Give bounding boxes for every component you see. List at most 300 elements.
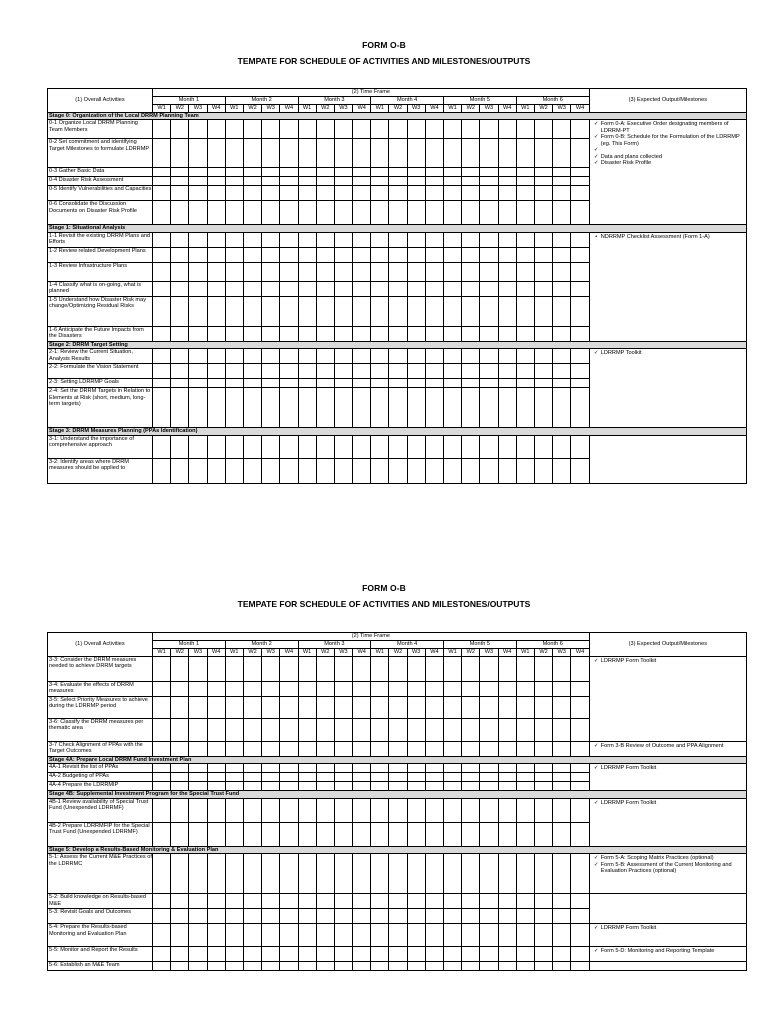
week-cell[interactable] [425, 326, 443, 341]
week-cell[interactable] [225, 201, 243, 225]
week-cell[interactable] [444, 388, 462, 428]
week-cell[interactable] [316, 458, 334, 483]
week-cell[interactable] [280, 201, 298, 225]
week-cell[interactable] [462, 764, 480, 773]
week-cell[interactable] [207, 909, 225, 924]
week-cell[interactable] [316, 947, 334, 962]
week-cell[interactable] [516, 435, 534, 458]
week-cell[interactable] [316, 682, 334, 697]
week-cell[interactable] [225, 139, 243, 168]
week-cell[interactable] [462, 798, 480, 822]
week-cell[interactable] [189, 201, 207, 225]
week-cell[interactable] [316, 962, 334, 971]
week-cell[interactable] [425, 773, 443, 782]
week-cell[interactable] [262, 168, 280, 177]
week-cell[interactable] [516, 349, 534, 364]
week-cell[interactable] [225, 177, 243, 186]
week-cell[interactable] [189, 719, 207, 742]
week-cell[interactable] [407, 697, 425, 719]
week-cell[interactable] [243, 782, 261, 791]
week-cell[interactable] [153, 435, 171, 458]
week-cell[interactable] [262, 822, 280, 846]
week-cell[interactable] [444, 281, 462, 296]
week-cell[interactable] [207, 186, 225, 201]
week-cell[interactable] [407, 120, 425, 139]
week-cell[interactable] [353, 924, 371, 947]
week-cell[interactable] [498, 682, 516, 697]
week-cell[interactable] [334, 822, 352, 846]
week-cell[interactable] [353, 435, 371, 458]
week-cell[interactable] [407, 962, 425, 971]
week-cell[interactable] [553, 435, 571, 458]
week-cell[interactable] [480, 349, 498, 364]
week-cell[interactable] [444, 962, 462, 971]
week-cell[interactable] [462, 782, 480, 791]
week-cell[interactable] [571, 168, 589, 177]
week-cell[interactable] [444, 364, 462, 379]
week-cell[interactable] [298, 379, 316, 388]
week-cell[interactable] [534, 798, 552, 822]
week-cell[interactable] [571, 822, 589, 846]
week-cell[interactable] [371, 139, 389, 168]
week-cell[interactable] [280, 962, 298, 971]
week-cell[interactable] [171, 201, 189, 225]
week-cell[interactable] [480, 719, 498, 742]
week-cell[interactable] [389, 139, 407, 168]
week-cell[interactable] [225, 168, 243, 177]
week-cell[interactable] [153, 894, 171, 909]
week-cell[interactable] [189, 682, 207, 697]
week-cell[interactable] [316, 139, 334, 168]
week-cell[interactable] [243, 682, 261, 697]
week-cell[interactable] [171, 773, 189, 782]
week-cell[interactable] [407, 296, 425, 326]
week-cell[interactable] [153, 201, 171, 225]
week-cell[interactable] [389, 296, 407, 326]
week-cell[interactable] [534, 909, 552, 924]
week-cell[interactable] [389, 719, 407, 742]
week-cell[interactable] [334, 742, 352, 757]
week-cell[interactable] [171, 186, 189, 201]
week-cell[interactable] [189, 742, 207, 757]
week-cell[interactable] [353, 379, 371, 388]
week-cell[interactable] [498, 296, 516, 326]
week-cell[interactable] [298, 435, 316, 458]
week-cell[interactable] [153, 719, 171, 742]
week-cell[interactable] [243, 764, 261, 773]
week-cell[interactable] [553, 201, 571, 225]
week-cell[interactable] [316, 247, 334, 262]
week-cell[interactable] [516, 388, 534, 428]
week-cell[interactable] [171, 742, 189, 757]
week-cell[interactable] [280, 232, 298, 247]
week-cell[interactable] [189, 764, 207, 773]
week-cell[interactable] [371, 773, 389, 782]
week-cell[interactable] [425, 388, 443, 428]
week-cell[interactable] [407, 379, 425, 388]
week-cell[interactable] [280, 657, 298, 682]
week-cell[interactable] [571, 894, 589, 909]
week-cell[interactable] [462, 773, 480, 782]
week-cell[interactable] [480, 247, 498, 262]
week-cell[interactable] [298, 962, 316, 971]
week-cell[interactable] [189, 379, 207, 388]
week-cell[interactable] [425, 947, 443, 962]
week-cell[interactable] [225, 435, 243, 458]
week-cell[interactable] [480, 924, 498, 947]
week-cell[interactable] [171, 168, 189, 177]
week-cell[interactable] [207, 168, 225, 177]
week-cell[interactable] [462, 854, 480, 894]
week-cell[interactable] [516, 201, 534, 225]
week-cell[interactable] [280, 764, 298, 773]
week-cell[interactable] [171, 139, 189, 168]
week-cell[interactable] [516, 924, 534, 947]
week-cell[interactable] [553, 773, 571, 782]
week-cell[interactable] [316, 379, 334, 388]
week-cell[interactable] [571, 379, 589, 388]
week-cell[interactable] [171, 379, 189, 388]
week-cell[interactable] [407, 139, 425, 168]
week-cell[interactable] [207, 247, 225, 262]
week-cell[interactable] [480, 458, 498, 483]
week-cell[interactable] [298, 296, 316, 326]
week-cell[interactable] [480, 764, 498, 773]
week-cell[interactable] [262, 177, 280, 186]
week-cell[interactable] [389, 120, 407, 139]
week-cell[interactable] [371, 379, 389, 388]
week-cell[interactable] [534, 924, 552, 947]
week-cell[interactable] [498, 247, 516, 262]
week-cell[interactable] [516, 947, 534, 962]
week-cell[interactable] [534, 120, 552, 139]
week-cell[interactable] [407, 822, 425, 846]
week-cell[interactable] [462, 894, 480, 909]
week-cell[interactable] [407, 247, 425, 262]
week-cell[interactable] [316, 697, 334, 719]
week-cell[interactable] [171, 822, 189, 846]
week-cell[interactable] [153, 168, 171, 177]
week-cell[interactable] [334, 232, 352, 247]
week-cell[interactable] [480, 909, 498, 924]
week-cell[interactable] [389, 854, 407, 894]
week-cell[interactable] [407, 186, 425, 201]
week-cell[interactable] [571, 962, 589, 971]
week-cell[interactable] [153, 657, 171, 682]
week-cell[interactable] [280, 773, 298, 782]
week-cell[interactable] [444, 947, 462, 962]
week-cell[interactable] [262, 247, 280, 262]
week-cell[interactable] [462, 281, 480, 296]
week-cell[interactable] [334, 798, 352, 822]
week-cell[interactable] [207, 364, 225, 379]
week-cell[interactable] [553, 349, 571, 364]
week-cell[interactable] [480, 168, 498, 177]
week-cell[interactable] [298, 388, 316, 428]
week-cell[interactable] [171, 719, 189, 742]
week-cell[interactable] [353, 201, 371, 225]
week-cell[interactable] [480, 894, 498, 909]
week-cell[interactable] [444, 458, 462, 483]
week-cell[interactable] [425, 854, 443, 894]
week-cell[interactable] [371, 909, 389, 924]
week-cell[interactable] [389, 798, 407, 822]
week-cell[interactable] [516, 909, 534, 924]
week-cell[interactable] [444, 924, 462, 947]
week-cell[interactable] [407, 177, 425, 186]
week-cell[interactable] [571, 349, 589, 364]
week-cell[interactable] [480, 388, 498, 428]
week-cell[interactable] [571, 773, 589, 782]
week-cell[interactable] [498, 120, 516, 139]
week-cell[interactable] [553, 894, 571, 909]
week-cell[interactable] [462, 262, 480, 281]
week-cell[interactable] [280, 296, 298, 326]
week-cell[interactable] [371, 782, 389, 791]
week-cell[interactable] [189, 296, 207, 326]
week-cell[interactable] [334, 947, 352, 962]
week-cell[interactable] [262, 388, 280, 428]
week-cell[interactable] [462, 962, 480, 971]
week-cell[interactable] [407, 657, 425, 682]
week-cell[interactable] [516, 854, 534, 894]
week-cell[interactable] [207, 296, 225, 326]
week-cell[interactable] [553, 697, 571, 719]
week-cell[interactable] [371, 326, 389, 341]
week-cell[interactable] [334, 388, 352, 428]
week-cell[interactable] [553, 458, 571, 483]
week-cell[interactable] [353, 364, 371, 379]
week-cell[interactable] [498, 909, 516, 924]
week-cell[interactable] [516, 719, 534, 742]
week-cell[interactable] [516, 798, 534, 822]
week-cell[interactable] [171, 388, 189, 428]
week-cell[interactable] [425, 232, 443, 247]
week-cell[interactable] [189, 281, 207, 296]
week-cell[interactable] [444, 379, 462, 388]
week-cell[interactable] [316, 909, 334, 924]
week-cell[interactable] [571, 682, 589, 697]
week-cell[interactable] [534, 742, 552, 757]
week-cell[interactable] [516, 379, 534, 388]
week-cell[interactable] [371, 947, 389, 962]
week-cell[interactable] [353, 120, 371, 139]
week-cell[interactable] [389, 822, 407, 846]
week-cell[interactable] [262, 854, 280, 894]
week-cell[interactable] [371, 798, 389, 822]
week-cell[interactable] [553, 139, 571, 168]
week-cell[interactable] [407, 168, 425, 177]
week-cell[interactable] [444, 719, 462, 742]
week-cell[interactable] [153, 458, 171, 483]
week-cell[interactable] [498, 262, 516, 281]
week-cell[interactable] [243, 854, 261, 894]
week-cell[interactable] [262, 924, 280, 947]
week-cell[interactable] [189, 168, 207, 177]
week-cell[interactable] [262, 909, 280, 924]
week-cell[interactable] [498, 349, 516, 364]
week-cell[interactable] [207, 924, 225, 947]
week-cell[interactable] [298, 854, 316, 894]
week-cell[interactable] [280, 120, 298, 139]
week-cell[interactable] [334, 139, 352, 168]
week-cell[interactable] [480, 139, 498, 168]
week-cell[interactable] [243, 773, 261, 782]
week-cell[interactable] [225, 296, 243, 326]
week-cell[interactable] [334, 854, 352, 894]
week-cell[interactable] [280, 379, 298, 388]
week-cell[interactable] [553, 682, 571, 697]
week-cell[interactable] [534, 201, 552, 225]
week-cell[interactable] [280, 364, 298, 379]
week-cell[interactable] [480, 379, 498, 388]
week-cell[interactable] [444, 682, 462, 697]
week-cell[interactable] [498, 435, 516, 458]
week-cell[interactable] [298, 909, 316, 924]
week-cell[interactable] [262, 435, 280, 458]
week-cell[interactable] [225, 364, 243, 379]
week-cell[interactable] [389, 364, 407, 379]
week-cell[interactable] [153, 232, 171, 247]
week-cell[interactable] [480, 822, 498, 846]
week-cell[interactable] [334, 924, 352, 947]
week-cell[interactable] [334, 120, 352, 139]
week-cell[interactable] [189, 388, 207, 428]
week-cell[interactable] [498, 657, 516, 682]
week-cell[interactable] [243, 120, 261, 139]
week-cell[interactable] [262, 201, 280, 225]
week-cell[interactable] [171, 909, 189, 924]
week-cell[interactable] [316, 742, 334, 757]
week-cell[interactable] [425, 349, 443, 364]
week-cell[interactable] [516, 657, 534, 682]
week-cell[interactable] [153, 139, 171, 168]
week-cell[interactable] [480, 262, 498, 281]
week-cell[interactable] [262, 139, 280, 168]
week-cell[interactable] [516, 682, 534, 697]
week-cell[interactable] [171, 764, 189, 773]
week-cell[interactable] [298, 682, 316, 697]
week-cell[interactable] [425, 962, 443, 971]
week-cell[interactable] [262, 682, 280, 697]
week-cell[interactable] [153, 773, 171, 782]
week-cell[interactable] [353, 458, 371, 483]
week-cell[interactable] [207, 782, 225, 791]
week-cell[interactable] [389, 232, 407, 247]
week-cell[interactable] [298, 168, 316, 177]
week-cell[interactable] [298, 201, 316, 225]
week-cell[interactable] [444, 120, 462, 139]
week-cell[interactable] [207, 379, 225, 388]
week-cell[interactable] [171, 924, 189, 947]
week-cell[interactable] [480, 742, 498, 757]
week-cell[interactable] [480, 186, 498, 201]
week-cell[interactable] [389, 962, 407, 971]
week-cell[interactable] [407, 262, 425, 281]
week-cell[interactable] [243, 262, 261, 281]
week-cell[interactable] [280, 247, 298, 262]
week-cell[interactable] [153, 120, 171, 139]
week-cell[interactable] [316, 782, 334, 791]
week-cell[interactable] [371, 201, 389, 225]
week-cell[interactable] [371, 349, 389, 364]
week-cell[interactable] [462, 682, 480, 697]
week-cell[interactable] [280, 349, 298, 364]
week-cell[interactable] [425, 177, 443, 186]
week-cell[interactable] [207, 742, 225, 757]
week-cell[interactable] [153, 742, 171, 757]
week-cell[interactable] [371, 296, 389, 326]
week-cell[interactable] [498, 458, 516, 483]
week-cell[interactable] [444, 782, 462, 791]
week-cell[interactable] [571, 764, 589, 773]
week-cell[interactable] [225, 281, 243, 296]
week-cell[interactable] [571, 232, 589, 247]
week-cell[interactable] [243, 388, 261, 428]
week-cell[interactable] [389, 168, 407, 177]
week-cell[interactable] [498, 364, 516, 379]
week-cell[interactable] [225, 186, 243, 201]
week-cell[interactable] [571, 364, 589, 379]
week-cell[interactable] [316, 281, 334, 296]
week-cell[interactable] [553, 947, 571, 962]
week-cell[interactable] [498, 854, 516, 894]
week-cell[interactable] [207, 764, 225, 773]
week-cell[interactable] [462, 326, 480, 341]
week-cell[interactable] [316, 657, 334, 682]
week-cell[interactable] [516, 773, 534, 782]
week-cell[interactable] [371, 458, 389, 483]
week-cell[interactable] [171, 657, 189, 682]
week-cell[interactable] [189, 909, 207, 924]
week-cell[interactable] [298, 822, 316, 846]
week-cell[interactable] [243, 962, 261, 971]
week-cell[interactable] [534, 168, 552, 177]
week-cell[interactable] [534, 962, 552, 971]
week-cell[interactable] [407, 232, 425, 247]
week-cell[interactable] [171, 962, 189, 971]
week-cell[interactable] [189, 822, 207, 846]
week-cell[interactable] [189, 962, 207, 971]
week-cell[interactable] [316, 435, 334, 458]
week-cell[interactable] [262, 697, 280, 719]
week-cell[interactable] [334, 379, 352, 388]
week-cell[interactable] [425, 262, 443, 281]
week-cell[interactable] [243, 379, 261, 388]
week-cell[interactable] [534, 435, 552, 458]
week-cell[interactable] [407, 435, 425, 458]
week-cell[interactable] [371, 657, 389, 682]
week-cell[interactable] [189, 364, 207, 379]
week-cell[interactable] [189, 186, 207, 201]
week-cell[interactable] [189, 262, 207, 281]
week-cell[interactable] [243, 894, 261, 909]
week-cell[interactable] [153, 247, 171, 262]
week-cell[interactable] [480, 798, 498, 822]
week-cell[interactable] [171, 894, 189, 909]
week-cell[interactable] [171, 435, 189, 458]
week-cell[interactable] [498, 947, 516, 962]
week-cell[interactable] [280, 326, 298, 341]
week-cell[interactable] [189, 326, 207, 341]
week-cell[interactable] [407, 719, 425, 742]
week-cell[interactable] [425, 909, 443, 924]
week-cell[interactable] [534, 854, 552, 894]
week-cell[interactable] [207, 798, 225, 822]
week-cell[interactable] [207, 201, 225, 225]
week-cell[interactable] [298, 326, 316, 341]
week-cell[interactable] [334, 168, 352, 177]
